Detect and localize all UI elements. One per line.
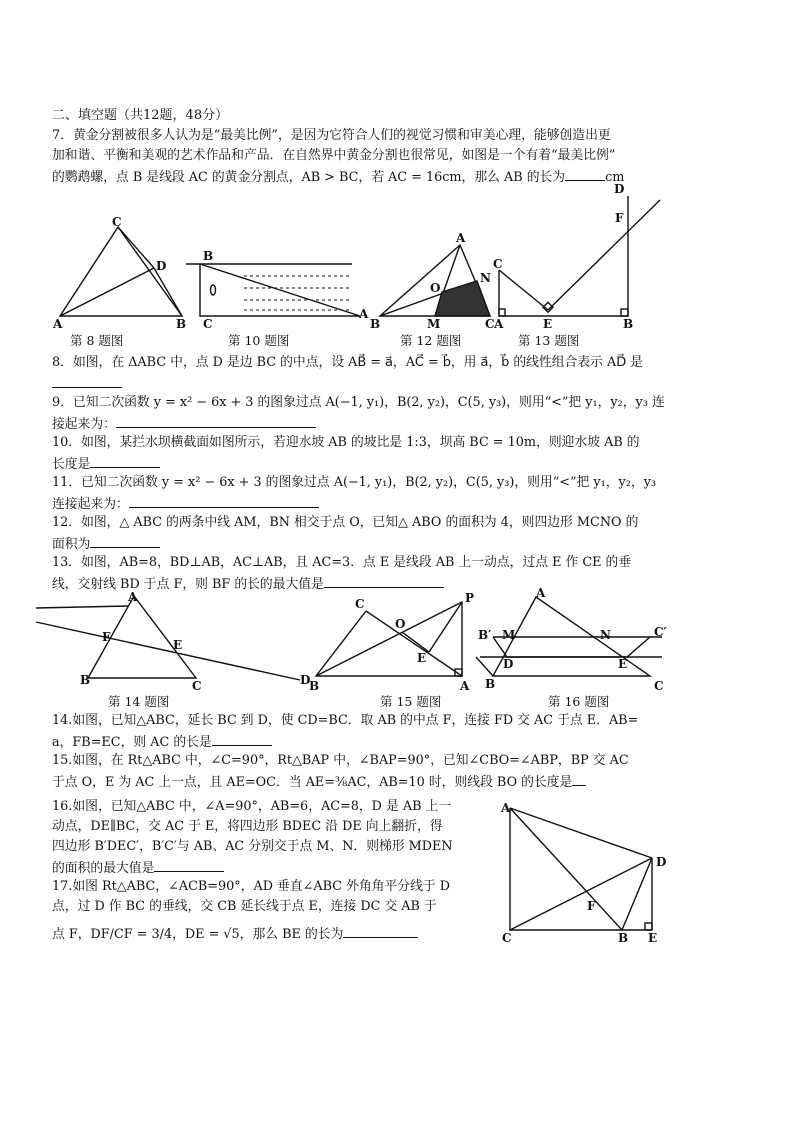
- f16-label-n: N: [600, 628, 611, 642]
- f12-label-n: N: [480, 271, 491, 285]
- q10-text: 长度是: [52, 457, 91, 472]
- f14-label-e: E: [173, 638, 183, 652]
- q14-line1: 14.如图，已知△ABC，延长 BC 到 D，使 CD=BC．取 AB 的中点 F，连接 FD 交 AC 于点 E．AB=: [52, 713, 639, 728]
- section-title: 二、填空题（共12题，48分）: [52, 108, 229, 123]
- f17-label-b: B: [618, 931, 629, 945]
- q9-text: 接起来为：: [52, 417, 116, 432]
- q7-line1: 7．黄金分割被很多人认为是“最美比例”，是因为它符合人们的视觉习惯和审美心理，能够创造出更: [52, 128, 611, 143]
- f8-label-d: D: [156, 259, 167, 273]
- f16-label-cprime: C′: [654, 625, 667, 639]
- f8-label-b: B: [176, 317, 187, 331]
- f15-label-p: P: [465, 591, 475, 605]
- caption-fig8: 第 8 题图: [70, 333, 124, 348]
- q11-line1: 11．已知二次函数 y = x² − 6x + 3 的图象过点 A(−1, y₁)，B(2, y₂)，C(5, y₃)，则用“<”把 y₁，y₂，y₃: [52, 475, 657, 490]
- f13-label-d: D: [614, 182, 625, 196]
- q16-line3: 四边形 B′DEC′，B′C′与 AB、AC 分别交于点 M、N．则梯形 MDEN: [52, 839, 453, 854]
- q12-text: 面积为: [52, 537, 91, 552]
- f14-label-b: B: [80, 673, 91, 687]
- f12-label-m: M: [427, 317, 441, 331]
- f17-label-a: A: [501, 801, 511, 815]
- f16-label-e: E: [618, 657, 628, 671]
- f8-label-c: C: [112, 215, 122, 229]
- q9-line1: 9．已知二次函数 y = x² − 6x + 3 的图象过点 A(−1, y₁)，B(2, y₂)，C(5, y₃)，则用“<”把 y₁，y₂，y₃ 连: [52, 395, 665, 410]
- q7-unit: cm: [605, 170, 625, 185]
- f15-label-e: E: [417, 651, 427, 665]
- q7-text: 的鹦鹉螺，点 B 是线段 AC 的黄金分割点，AB > BC，若 AC = 16cm，那么 AB 的长为: [52, 170, 566, 185]
- caption-fig10: 第 10 题图: [228, 333, 290, 348]
- f15-label-b: B: [309, 679, 320, 693]
- q16-line1: 16.如图，已知△ABC 中，∠A=90°，AB=6，AC=8，D 是 AB 上一: [52, 799, 452, 814]
- q14-text: a，FB=EC，则 AC 的长是: [52, 735, 212, 750]
- f8-label-a: A: [53, 317, 63, 331]
- f15-label-o: O: [395, 617, 406, 631]
- f14-label-d: D: [300, 673, 311, 687]
- caption-fig13: 第 13 题图: [518, 333, 580, 348]
- q11-text: 连接起来为：: [52, 497, 129, 512]
- f17-label-c: C: [502, 931, 512, 945]
- f17-label-d: D: [656, 855, 667, 869]
- f17-label-e: E: [648, 931, 658, 945]
- q15-line1: 15.如图，在 Rt△ABC 中，∠C=90°，Rt△BAP 中，∠BAP=90°，已知∠CBO=∠ABP，BP 交 AC: [52, 753, 629, 768]
- q16-line2: 动点，DE∥BC，交 AC 于 E，将四边形 BDEC 沿 DE 向上翻折，得: [52, 819, 443, 834]
- f13-label-f: F: [615, 211, 624, 225]
- f14-label-f: F: [102, 630, 111, 644]
- f10-label-a: A: [359, 307, 369, 321]
- f16-label-bprime: B′: [478, 628, 492, 642]
- q17-line1: 17.如图 Rt△ABC，∠ACB=90°，AD 垂直∠ABC 外角角平分线于 D: [52, 879, 450, 894]
- f13-label-c: C: [493, 257, 503, 271]
- f13-label-a: A: [494, 317, 504, 331]
- f16-label-c: C: [654, 679, 664, 693]
- f15-label-c: C: [355, 597, 365, 611]
- q12-line1: 12．如图，△ ABC 的两条中线 AM，BN 相交于点 O，已知△ ABO 的面积为 4，则四边形 MCNO 的: [52, 515, 639, 530]
- f13-label-b: B: [623, 317, 634, 331]
- f16-label-b: B: [485, 677, 496, 691]
- f16-label-a: A: [536, 586, 546, 600]
- f12-label-b: B: [370, 317, 381, 331]
- q8-line1: 8．如图，在 ΔABC 中，点 D 是边 BC 的中点，设 AB⃗ = a⃗，AC⃗ = b⃗，用 a⃗，b⃗ 的线性组合表示 AD⃗ 是: [52, 355, 643, 370]
- caption-fig15: 第 15 题图: [380, 694, 442, 709]
- f16-label-d: D: [503, 657, 514, 671]
- caption-fig16: 第 16 题图: [548, 694, 610, 709]
- figure-17: [510, 808, 652, 930]
- f12-label-c: C: [485, 317, 495, 331]
- f12-label-a: A: [456, 231, 466, 245]
- f10-label-b: B: [203, 249, 214, 263]
- f10-label-c: C: [203, 317, 213, 331]
- f17-label-f: F: [587, 899, 596, 913]
- f15-label-a: A: [460, 679, 470, 693]
- q16-text: 的面积的最大值是: [52, 861, 155, 876]
- caption-fig12: 第 12 题图: [400, 333, 462, 348]
- q15-text: 于点 O，E 为 AC 上一点，且 AE=OC．当 AE=⅜AC，AB=10 时，则线段 BO 的长度是: [52, 775, 573, 790]
- f16-label-m: M: [502, 628, 516, 642]
- q17-line2: 点，过 D 作 BC 的垂线，交 CB 延长线于点 E，连接 DC 交 AB 于: [52, 899, 437, 914]
- f12-label-o: O: [430, 281, 441, 295]
- caption-fig14: 第 14 题图: [108, 694, 170, 709]
- f14-label-a: A: [128, 590, 138, 604]
- q10-line1: 10．如图，某拦水坝横截面如图所示，若迎水坡 AB 的坡比是 1:3，坝高 BC = 10m，则迎水坡 AB 的: [52, 435, 640, 450]
- f14-label-c: C: [192, 679, 202, 693]
- q13-text: 线，交射线 BD 于点 F，则 BF 的长的最大值是: [52, 577, 324, 592]
- q17-text: 点 F，DF/CF = 3/4，DE = √5，那么 BE 的长为: [52, 927, 344, 942]
- f13-label-e: E: [543, 317, 553, 331]
- q7-line2: 加和谐、平衡和美观的艺术作品和产品．在自然界中黄金分割也很常见，如图是一个有着“最美比例”: [52, 148, 616, 163]
- q13-line1: 13．如图，AB=8，BD⊥AB，AC⊥AB，且 AC=3．点 E 是线段 AB 上一动点，过点 E 作 CE 的垂: [52, 555, 632, 570]
